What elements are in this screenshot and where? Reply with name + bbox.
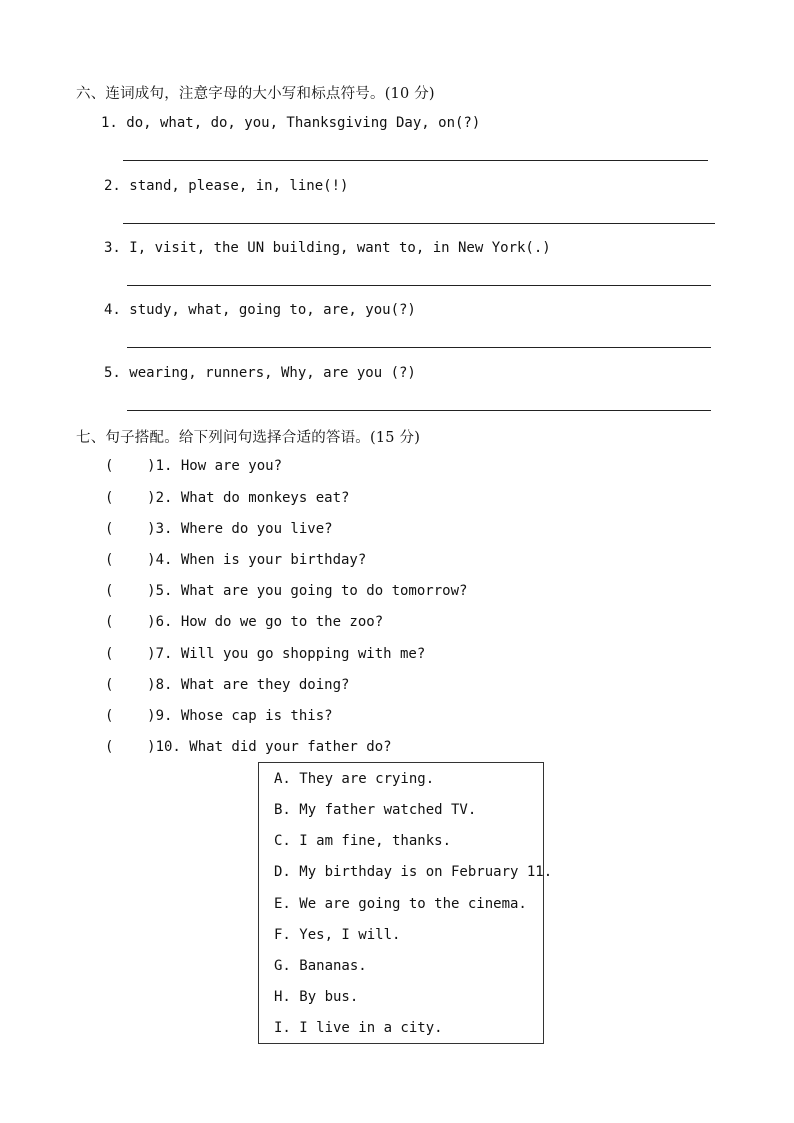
answer-option-h: H. By bus.	[274, 989, 359, 1005]
answer-option-a: A. They are crying.	[274, 771, 435, 787]
answer-line-2[interactable]	[123, 223, 715, 224]
section-7-title: 七、句子搭配。给下列问句选择合适的答语。(15 分)	[76, 430, 421, 446]
answer-option-e: E. We are going to the cinema.	[274, 896, 527, 912]
reorder-item-3: 3. I, visit, the UN building, want to, in New York(.)	[104, 240, 551, 256]
matching-question-9[interactable]: ( )9. Whose cap is this?	[105, 708, 333, 724]
answer-line-5[interactable]	[127, 410, 711, 411]
matching-question-4[interactable]: ( )4. When is your birthday?	[105, 552, 367, 568]
answer-line-3[interactable]	[127, 285, 711, 286]
answer-line-4[interactable]	[127, 347, 711, 348]
answer-option-c: C. I am fine, thanks.	[274, 833, 452, 849]
answer-option-f: F. Yes, I will.	[274, 927, 401, 943]
matching-question-6[interactable]: ( )6. How do we go to the zoo?	[105, 614, 384, 630]
answer-line-1[interactable]	[123, 160, 708, 161]
matching-question-10[interactable]: ( )10. What did your father do?	[105, 739, 392, 755]
matching-question-5[interactable]: ( )5. What are you going to do tomorrow?	[105, 583, 468, 599]
matching-question-3[interactable]: ( )3. Where do you live?	[105, 521, 333, 537]
matching-question-7[interactable]: ( )7. Will you go shopping with me?	[105, 646, 426, 662]
answer-option-b: B. My father watched TV.	[274, 802, 477, 818]
reorder-item-5: 5. wearing, runners, Why, are you (?)	[104, 365, 416, 381]
answer-option-d: D. My birthday is on February 11.	[274, 864, 553, 880]
section-6-title: 六、连词成句，注意字母的大小写和标点符号。(10 分)	[76, 86, 435, 102]
reorder-item-1: 1. do, what, do, you, Thanksgiving Day, on(?)	[101, 115, 481, 131]
matching-question-1[interactable]: ( )1. How are you?	[105, 458, 283, 474]
answer-option-i: I. I live in a city.	[274, 1020, 443, 1036]
answer-option-g: G. Bananas.	[274, 958, 367, 974]
reorder-item-2: 2. stand, please, in, line(!)	[104, 178, 349, 194]
matching-question-8[interactable]: ( )8. What are they doing?	[105, 677, 350, 693]
matching-question-2[interactable]: ( )2. What do monkeys eat?	[105, 490, 350, 506]
reorder-item-4: 4. study, what, going to, are, you(?)	[104, 302, 416, 318]
